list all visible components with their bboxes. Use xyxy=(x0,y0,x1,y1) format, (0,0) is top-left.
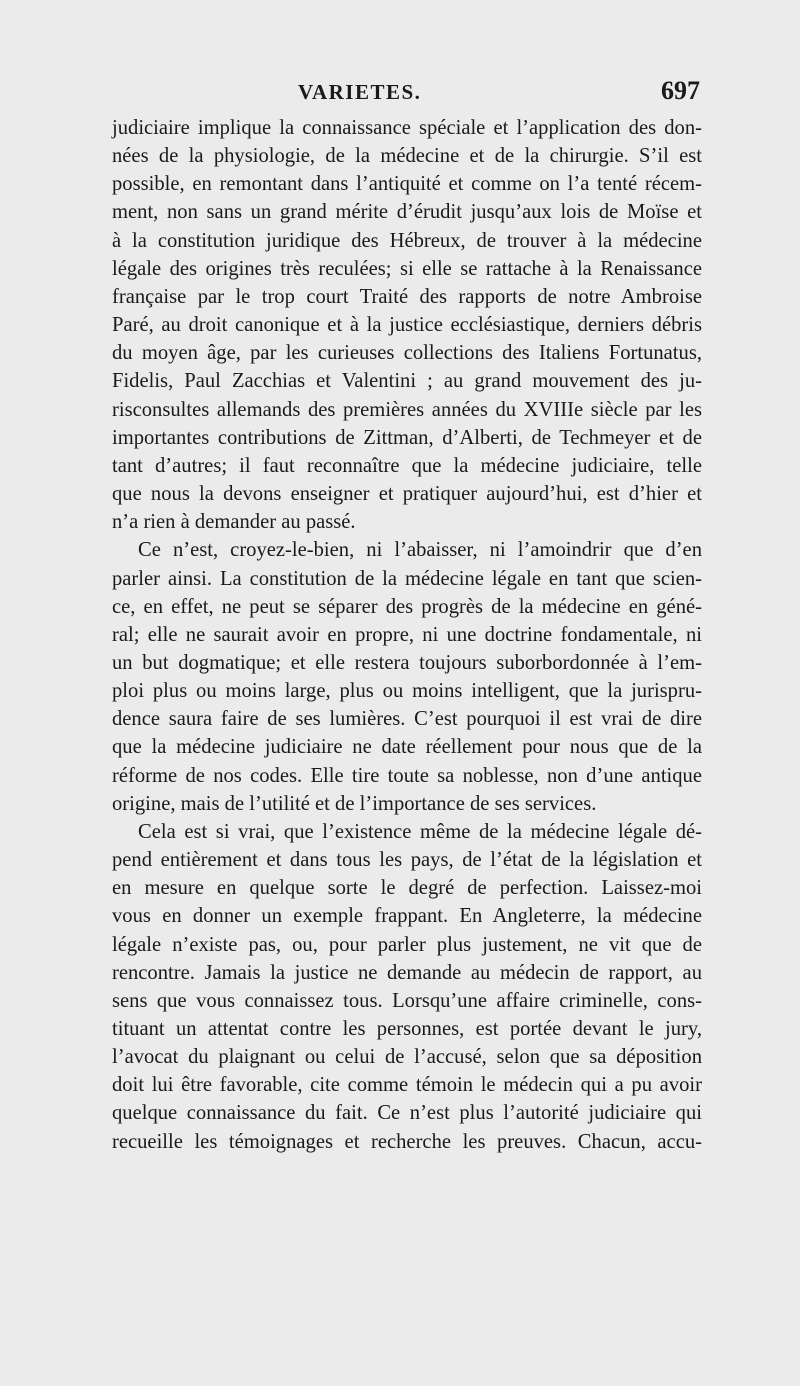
text-line: possible, en remontant dans l’antiquité et comme on l’a tenté récem- xyxy=(112,173,702,196)
text-line: ment, non sans un grand mérite d’érudit jusqu’aux lois de Moïse et xyxy=(112,201,702,224)
text-line: ral; elle ne saurait avoir en propre, ni une doctrine fondamentale, ni xyxy=(112,623,702,646)
text-line: quelque connaissance du fait. Ce n’est plus l’autorité judiciaire qui xyxy=(112,1102,702,1125)
text-line: n’a rien à demander au passé. xyxy=(112,511,356,534)
body-text xyxy=(112,114,702,1156)
text-line: à la constitution juridique des Hébreux, de trouver à la médecine xyxy=(112,229,702,252)
text-line: tituant un attentat contre les personnes, est portée devant le jury, xyxy=(112,1018,702,1040)
paragraph xyxy=(112,818,702,1156)
text-line: origine, mais de l’utilité et de l’importance de ses services. xyxy=(112,792,597,815)
text-line: en mesure en quelque sorte le degré de perfection. Laissez-moi xyxy=(112,877,702,900)
text-line: française par le trop court Traité des rapports de notre Ambroise xyxy=(112,285,702,308)
text-line: ce, en effet, ne peut se séparer des progrès de la médecine en géné- xyxy=(112,595,702,618)
text-line: recueille les témoignages et recherche les preuves. Chacun, accu- xyxy=(112,1130,702,1153)
text-line: dence saura faire de ses lumières. C’est pourquoi il est vrai de dire xyxy=(112,708,702,731)
text-line: nées de la physiologie, de la médecine et de la chirurgie. S’il est xyxy=(112,145,702,168)
text-line: légale n’existe pas, ou, pour parler plus justement, ne vit que de xyxy=(112,933,702,956)
page-number: 697 xyxy=(661,76,700,105)
text-line: Ce n’est, croyez-le-bien, ni l’abaisser, ni l’amoindrir que d’en xyxy=(138,539,702,562)
text-line: judiciaire implique la connaissance spéciale et l’application des don- xyxy=(112,117,702,139)
text-line: l’avocat du plaignant ou celui de l’accusé, selon que sa déposition xyxy=(112,1046,702,1069)
text-line: pend entièrement et dans tous les pays, de l’état de la législation et xyxy=(112,849,702,872)
text-line: du moyen âge, par les curieuses collections des Italiens Fortunatus, xyxy=(112,342,702,365)
text-line: parler ainsi. La constitution de la médecine légale en tant que scien- xyxy=(112,567,702,590)
text-line: légale des origines très reculées; si elle se rattache à la Renaissance xyxy=(112,257,702,280)
text-line: importantes contributions de Zittman, d’Alberti, de Techmeyer et de xyxy=(112,426,702,449)
paragraph xyxy=(112,114,702,536)
text-line: risconsultes allemands des premières années du XVIIIe siècle par les xyxy=(112,398,702,421)
text-line: sens que vous connaissez tous. Lorsqu’une affaire criminelle, cons- xyxy=(112,989,702,1012)
text-line: réforme de nos codes. Elle tire toute sa noblesse, non d’une antique xyxy=(112,764,702,787)
paragraph xyxy=(112,536,702,818)
running-header xyxy=(112,76,700,112)
text-line: Paré, au droit canonique et à la justice ecclésiastique, derniers débris xyxy=(112,314,702,337)
text-line: que la médecine judiciaire ne date réellement pour nous que de la xyxy=(112,736,702,759)
text-line: tant d’autres; il faut reconnaître que la médecine judiciaire, telle xyxy=(112,454,702,477)
text-line: rencontre. Jamais la justice ne demande au médecin de rapport, au xyxy=(112,961,702,984)
running-title: VARIETES. xyxy=(298,80,422,104)
text-line: un but dogmatique; et elle restera toujours suborbordonnée à l’em- xyxy=(112,651,702,674)
text-line: que nous la devons enseigner et pratiquer aujourd’hui, est d’hier et xyxy=(112,483,702,506)
text-line: Fidelis, Paul Zacchias et Valentini ; au grand mouvement des ju- xyxy=(112,370,702,393)
text-line: vous en donner un exemple frappant. En Angleterre, la médecine xyxy=(112,905,702,928)
text-line: Cela est si vrai, que l’existence même de la médecine légale dé- xyxy=(138,820,702,843)
text-line: ploi plus ou moins large, plus ou moins intelligent, que la jurispru- xyxy=(112,680,702,703)
text-line: doit lui être favorable, cite comme témoin le médecin qui a pu avoir xyxy=(112,1074,702,1097)
